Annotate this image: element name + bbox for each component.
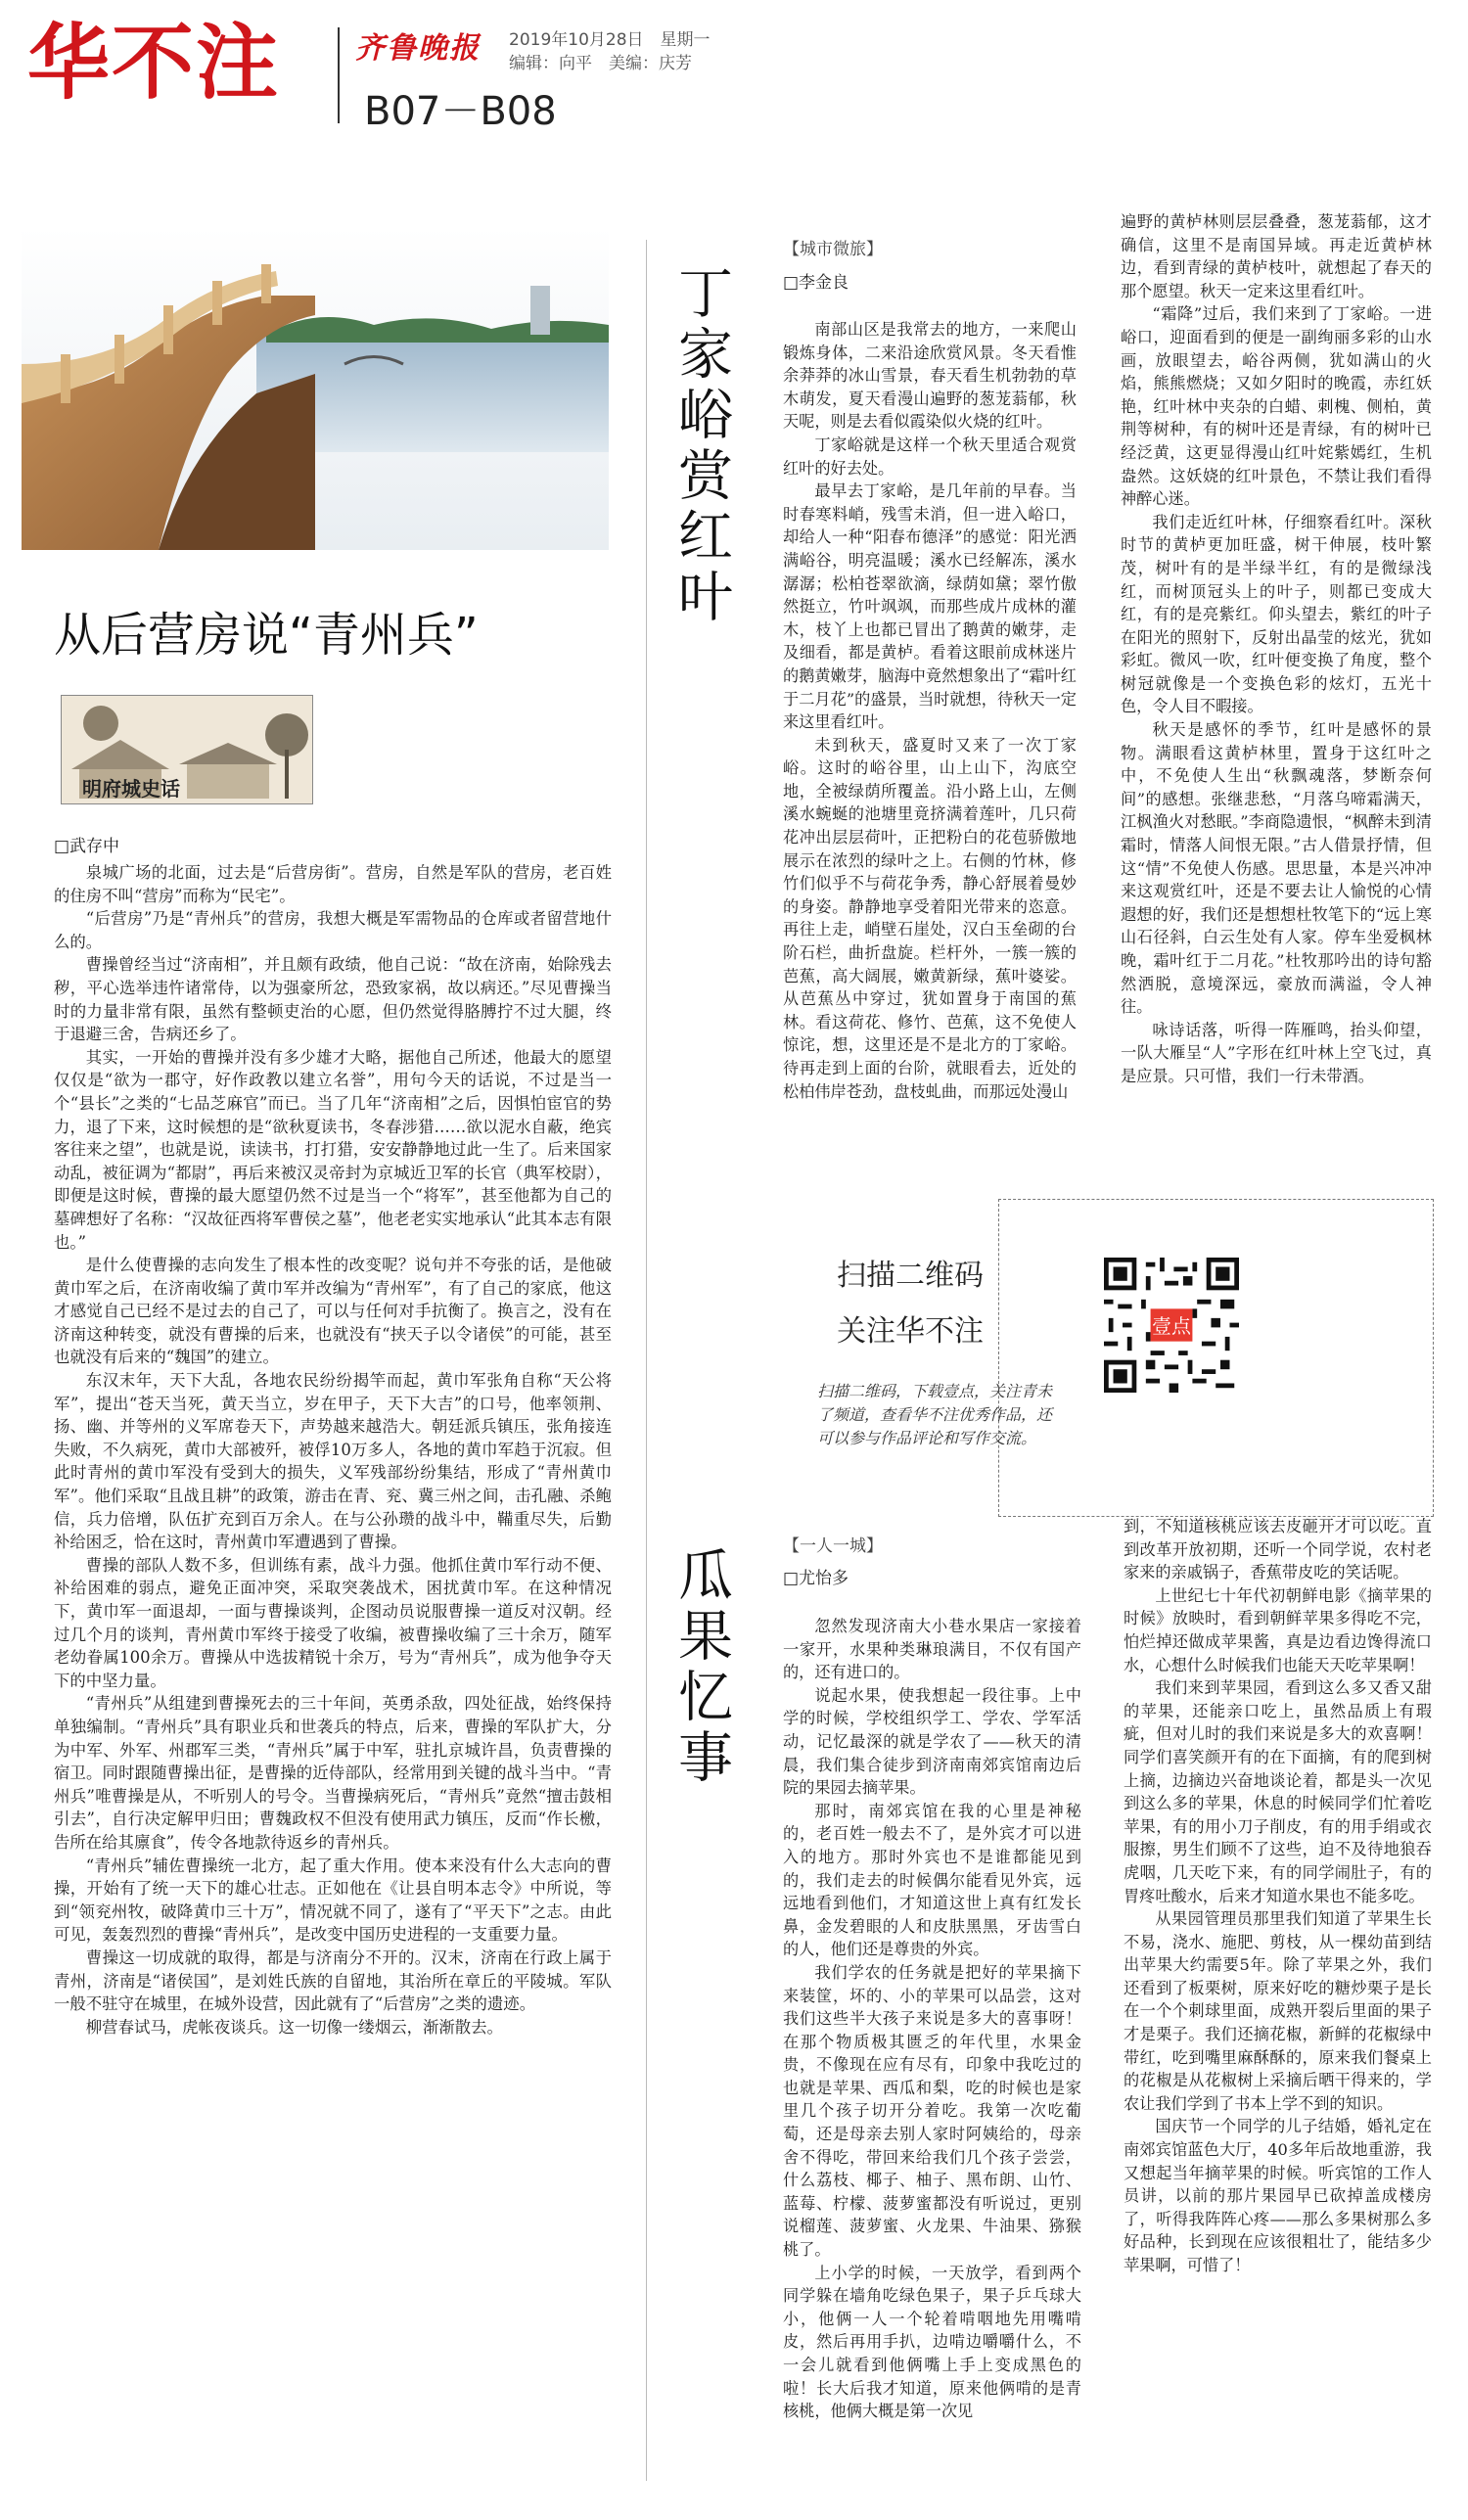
paragraph: 国庆节一个同学的儿子结婚，婚礼定在南郊宾馆蓝色大厅，40多年后故地重游，我又想起当年摘苹果的时候。听宾馆的工作人员讲，以前的那片果园早已砍掉盖成楼房了，听得我阵阵心疼——那么多果树那么多好品种，长到现在应该很粗壮了，能结多少苹果啊，可惜了！ [1124,2117,1432,2274]
newspaper-logo: 齐鲁晚报 [355,31,481,66]
column-divider [646,240,647,2481]
paragraph: 秋天是感怀的季节，红叶是感怀的景物。满眼看这黄栌林里，置身于这红叶之中，不免使人生出“秋飘魂落，梦断奈何间”的感想。张继悲愁，“月落乌啼霜满天，江枫渔火对愁眠。”李商隐遗恨，“枫醉未到清霜时，情落人间恨无限。”古人借景抒情，但这“情”不免使人伤感。思思量，本是兴冲冲来这观赏红叶，还是不要去让人愉悦的心情遐想的好，我们还是想想杜牧笔下的“远上寒山石径斜，白云生处有人家。停车坐爱枫林晚，霜叶红于二月花。”杜牧那吟出的诗句豁然洒脱，意境深远，豪放而满溢，令人神往。 [1121,720,1432,1017]
page-range: B07－B08 [364,89,557,134]
paragraph: “霜降”过后，我们来到了丁家峪。一进峪口，迎面看到的便是一副绚丽多彩的山水画，放眼望去，峪谷两侧，犹如满山的火焰，熊熊燃烧；又如夕阳时的晚霞，赤红妖艳，红叶林中夹杂的白蜡、刺槐、侧柏，黄荆等树种，有的树叶还是青绿，有的树叶已经泛黄，这更显得漫山红叶姹紫嫣红，生机盎然。这妖娆的红叶景色，不禁让我们看得神醉心迷。 [1121,304,1432,509]
article-title: 从后营房说“青州兵” [54,608,479,663]
paragraph: 咏诗话落，听得一阵雁鸣，抬头仰望，一队大雁呈“人”字形在红叶林上空飞过，真是应景。只可惜，我们一行未带酒。 [1121,1020,1432,1085]
article-title: 瓜果忆事 [669,1546,733,1789]
paragraph: 丁家峪就是这样一个秋天里适合观赏红叶的好去处。 [783,435,1077,478]
article-title: 丁家峪赏红叶 [669,264,733,628]
paragraph: 我们学农的任务就是把好的苹果摘下来装筐，坏的、小的苹果可以品尝，这对我们这些半大孩子来说是多大的喜事呀！在那个物质极其匮乏的年代里，水果金贵，不像现在应有尽有，印象中我吃过的也就是苹果、西瓜和梨，吃的时候也是家里几个孩子切开分着吃。我第一次吃葡萄，还是母亲去别人家时阿姨给的，母亲舍不得吃，带回来给我们几个孩子尝尝，什么荔枝、椰子、柚子、黑布朗、山竹、蓝莓、柠檬、菠萝蜜都没有听说过，更别说榴莲、菠萝蜜、火龙果、牛油果、猕猴桃了。 [783,1962,1081,2260]
paragraph: 说起水果，使我想起一段往事。上中学的时候，学校组织学工、学农、学军活动，记忆最深的就是学农了——秋天的清晨，我们集合徒步到济南南郊宾馆南边后院的果园去摘苹果。 [783,1685,1081,1798]
issue-date: 2019年10月28日 星期一 [509,30,711,50]
paragraph: 南部山区是我常去的地方，一来爬山锻炼身体，二来沿途欣赏风景。冬天看惟余莽莽的冰山雪景，春天看生机勃勃的草木萌发，夏天看漫山遍野的葱茏蓊郁，秋天呢，则是去看似霞染似火烧的红叶。 [783,320,1077,432]
section-title: 华不注 [27,15,281,111]
article-body [783,318,1077,1169]
paragraph: 东汉末年，天下大乱，各地农民纷纷揭竿而起，黄巾军张角自称“天公将军”，提出“苍天当死，黄天当立，岁在甲子，天下大吉”的口号，他率领荆、扬、幽、并等州的义军席卷天下，声势越来越浩大。朝廷派兵镇压，张角接连失败，不久病死，黄巾大部被歼，被俘10万多人，各地的黄巾军趋于沉寂。但此时青州的黄巾军没有受到大的损失，义军残部纷纷集结，形成了“青州黄巾军”。他们采取“且战且耕”的政策，游击在青、兖、冀三州之间，击孔融、杀鲍信，兵力倍增，队伍扩充到百万余人。在与公孙瓒的战斗中，鞴重尽失，后勤补给困乏，恰在这时，青州黄巾军遭遇到了曹操。 [54,1371,612,1552]
paragraph: 忽然发现济南大小巷水果店一家接着一家开，水果种类琳琅满目，不仅有国产的，还有进口的。 [783,1617,1081,1682]
paragraph: 那时，南郊宾馆在我的心里是神秘的，老百姓一般去不了，是外宾才可以进入的地方。那时外宾也不是谁都能见到的，我们走去的时候偶尔能看见外宾，远远地看到他们，才知道这世上真有红发长鼻，金发碧眼的人和皮肤黑黑，牙齿雪白的人，他们还是尊贵的外宾。 [783,1801,1081,1959]
qr-headline: 扫描二维码 [837,1259,984,1293]
article-author: □李金良 [783,273,849,293]
paragraph: 曹操曾经当过“济南相”，并且颇有政绩，他自己说：“故在济南，始除残去秽，平心选举违忤诸常侍，以为强豪所忿，恐致家祸，故以病还。”尽见曹操当时的力量非常有限，虽然有整顿吏治的心愿，但仍然觉得胳膊拧不过大腿，终于退避三舍，告病还乡了。 [54,955,612,1044]
paragraph: 柳营春试马，虎帐夜谈兵。这一切像一缕烟云，渐渐散去。 [85,2017,503,2037]
paragraph: 从果园管理员那里我们知道了苹果生长不易，浇水、施肥、剪枝，从一棵幼苗到结出苹果大约需要5年。除了苹果之外，我们还看到了板栗树，原来好吃的糖炒栗子是长在一个个刺球里面，成熟开裂后里面的果子才是栗子。我们还摘花椒，新鲜的花椒绿中带红，吃到嘴里麻酥酥的，原来我们餐桌上的花椒是从花椒树上采摘后晒干得来的，学农让我们学到了书本上学不到的知识。 [1124,1909,1432,2113]
paragraph: “后营房”乃是“青州兵”的营房，我想大概是军需物品的仓库或者留营地什么的。 [54,909,612,951]
article-author: □尤怡多 [783,1569,849,1588]
paragraph: 我们走近红叶林，仔细察看红叶。深秋时节的黄栌更加旺盛，树干伸展，枝叶繁茂，树叶有的是半绿半红，有的是微绿浅红，而树顶冠头上的叶子，则都已变成大红，有的是亮紫红。仰头望去，紫红的叶子在阳光的照射下，反射出晶莹的炫光，犹如彩虹。微风一吹，红叶便变换了角度，整个树冠就像是一个变换色彩的炫灯，五光十色，令人目不暇接。 [1121,512,1432,716]
paragraph: 最早去丁家峪，是几年前的早春。当时春寒料峭，残雪未消，但一进入峪口，却给人一种“阳春布德泽”的感觉：阳光洒满峪谷，明亮温暖；溪水已经解冻，溪水潺潺；松柏苍翠欲滴，绿荫如黛；翠竹傲然挺立，竹叶飒飒，而那些成片成林的灌木，枝丫上也都已冒出了鹅黄的嫩芽，走及细看，都是黄栌。看着这眼前成林迷片的鹅黄嫩芽，脑海中竟然想象出了“霜叶红于二月花”的盛景，当时就想，待秋天一定来这里看红叶。 [783,481,1077,732]
article-body [1124,1515,1432,2484]
paragraph: 曹操的部队人数不多，但训练有素，战斗力强。他抓住黄巾军行动不便、补给困难的弱点，避免正面冲突，采取突袭战术，困扰黄巾军。在这种情况下，黄巾军一面退却，一面与曹操谈判，企图动员说服曹操一道反对汉朝。经过几个月的谈判，青州黄巾军终于接受了收编，被曹操收编了三十余万，随军老幼眷属100余万。曹操从中选拔精锐十余万，号为“青州兵”，成为他争夺天下的中坚力量。 [54,1555,612,1690]
paragraph: 遍野的黄栌林则层层叠叠，葱茏蓊郁，这才确信，这里不是南国异域。再走近黄栌林边，看到青绿的黄栌枝叶，就想起了春天的那个愿望。秋天一定来这里看红叶。 [1121,212,1432,300]
article-body [783,1615,1081,2486]
paragraph: “青州兵”辅佐曹操统一北方，起了重大作用。使本来没有什么大志向的曹操，开始有了统一天下的雄心壮志。正如他在《让县自明本志令》中所说，等到“领兖州牧，破降黄巾三十万”，情况就不同了，遂有了“平天下”之志。由此可见，轰轰烈烈的曹操“青州兵”，是改变中国历史进程的一支重要力量。 [54,1856,612,1945]
paragraph: “青州兵”从组建到曹操死去的三十年间，英勇杀敌，四处征战，始终保持单独编制。“青州兵”具有职业兵和世袭兵的特点，后来，曹操的军队扩大，分为中军、外军、州郡军三类，“青州兵”属于中军，驻扎京城许昌，负责曹操的宿卫。同时跟随曹操出征，是曹操的近侍部队，经常用到关键的战斗当中。“青州兵”唯曹操是从，不听别人的号令。当曹操病死后，“青州兵”竟然“擅击鼓相引去”，自行决定解甲归田；曹魏政权不但没有使用武力镇压，反而“作长檄，告所在给其廪食”，传令各地款待返乡的青州兵。 [54,1694,612,1852]
paragraph: 到，不知道核桃应该去皮砸开才可以吃。直到改革开放初期，还听一个同学说，农村老家来的亲戚锅子，香蕉带皮吃的笑话呢。 [1124,1517,1432,1582]
qr-headline: 关注华不注 [837,1314,984,1349]
column-name: 【城市微旅】 [783,240,883,259]
paragraph: 是什么使曹操的志向发生了根本性的改变呢？说句并不夸张的话，是他破黄巾军之后，在济南收编了黄巾军并改编为“青州军”，有了自己的家底，他这才感觉自己已经不是过去的自己了，可以与任何对手抗衡了。换言之，没有在济南这种转变，就没有曹操的后来，也就没有“挟天子以令诸侯”的可能，甚至也就没有后来的“魏国”的建立。 [54,1256,612,1367]
paragraph: 曹操这一切成就的取得，都是与济南分不开的。汉末，济南在行政上属于青州，济南是“诸侯国”，是刘姓氏族的自留地，其治所在章丘的平陵城。军队一般不驻守在城里，在城外设营，因此就有了“后营房”之类的遗迹。 [54,1947,612,2014]
article-body [54,861,612,2427]
article-body [1121,210,1432,1179]
paragraph: 泉城广场的北面，过去是“后营房街”。营房，自然是军队的营房，老百姓的住房不叫“营房”而称为“民宅”。 [54,863,612,905]
qr-description: 扫描二维码，下载壹点，关注青未了频道，查看华不注优秀作品，还可以参与作品评论和写作交流。 [817,1382,1053,1447]
qr-code-icon[interactable] [1104,1258,1239,1393]
article-author: □武存中 [54,837,120,856]
column-name: 【一人一城】 [783,1536,883,1556]
editors-credit: 编辑：向平 美编：庆芳 [509,54,692,73]
masthead-divider [338,27,340,123]
column-name: 明府城史话 [82,777,180,801]
paragraph: 上世纪七十年代初朝鲜电影《摘苹果的时候》放映时，看到朝鲜苹果多得吃不完，怕烂掉还做成苹果酱，真是边看边馋得流口水，心想什么时候我们也能天天吃苹果啊！ [1124,1585,1432,1674]
paragraph: 我们来到苹果园，看到这么多又香又甜的苹果，还能亲口吃上，虽然品质上有瑕疵，但对儿时的我们来说是多大的欢喜啊！同学们喜笑颜开有的在下面摘，有的爬到树上摘，边摘边兴奋地谈论着，都是头一次见到这么多的苹果，休息的时候同学们忙着吃苹果，有的用小刀子削皮，有的用手绢或衣服擦，男生们顾不了这些，迫不及待地狼吞虎咽，几天吃下来，有的同学闹肚子，有的胃疼吐酸水，后来才知道水果也不能多吃。 [1124,1678,1432,1905]
paragraph: 上小学的时候，一天放学，看到两个同学躲在墙角吃绿色果子，果子乒乓球大小，他俩一人一个轮着啃咽地先用嘴啃皮，然后再用手扒，边啃边嚼嚼什么，不一会儿就看到他俩嘴上手上变成黑色的啦！长大后我才知道，原来他俩啃的是青核桃，他俩大概是第一次见 [783,2263,1081,2421]
qr-logo-text: 壹点 [1152,1314,1191,1339]
bridge-photo [22,227,609,550]
paragraph: 未到秋天，盛夏时又来了一次丁家峪。这时的峪谷里，山上山下，沟底空地，全被绿荫所覆盖。沿小路上山，左侧溪水蜿蜒的池塘里竟挤满着莲叶，几只荷花冲出层层荷叶，正把粉白的花苞骄傲地展示在浓烈的绿叶之上。右侧的竹林，修竹们似乎不与荷花争秀，静心舒展着曼妙的身姿。静静地享受着阳光带来的恣意。再往上走，峭壁石崖处，汉白玉垒砌的台阶石栏，曲折盘旋。栏杆外，一簇一簇的芭蕉，高大阔展，嫩黄新绿，蕉叶婆娑。从芭蕉丛中穿过，犹如置身于南国的蕉林。看这荷花、修竹、芭蕉，这不免使人惊诧，想，这里还是不是北方的丁家峪。待再走到上面的台阶，就眼看去，近处的松柏伟岸苍劲，盘枝虬曲，而那远处漫山 [783,735,1077,1101]
paragraph: 其实，一开始的曹操并没有多少雄才大略，据他自己所述，他最大的愿望仅仅是“欲为一郡守，好作政教以建立名誉”，用句今天的话说，不过是当一个“县长”之类的“七品芝麻官”而已。当了几年“济南相”之后，因惧怕宦官的势力，退了下来，这时候想的是“欲秋夏读书，冬春涉猎……欲以泥水自蔽，绝宾客往来之望”，也就是说，读读书，打打猎，安安静静地过此一生了。后来国家动乱，被征调为“都尉”，再后来被汉灵帝封为京城近卫军的长官（典军校尉），即便是这时候，曹操的最大愿望仍然不过是当一个“将军”，甚至他都为自己的墓碑想好了名称：“汉故征西将军曹侯之墓”，他老老实实地承认“此其本志有限也。” [54,1047,612,1252]
